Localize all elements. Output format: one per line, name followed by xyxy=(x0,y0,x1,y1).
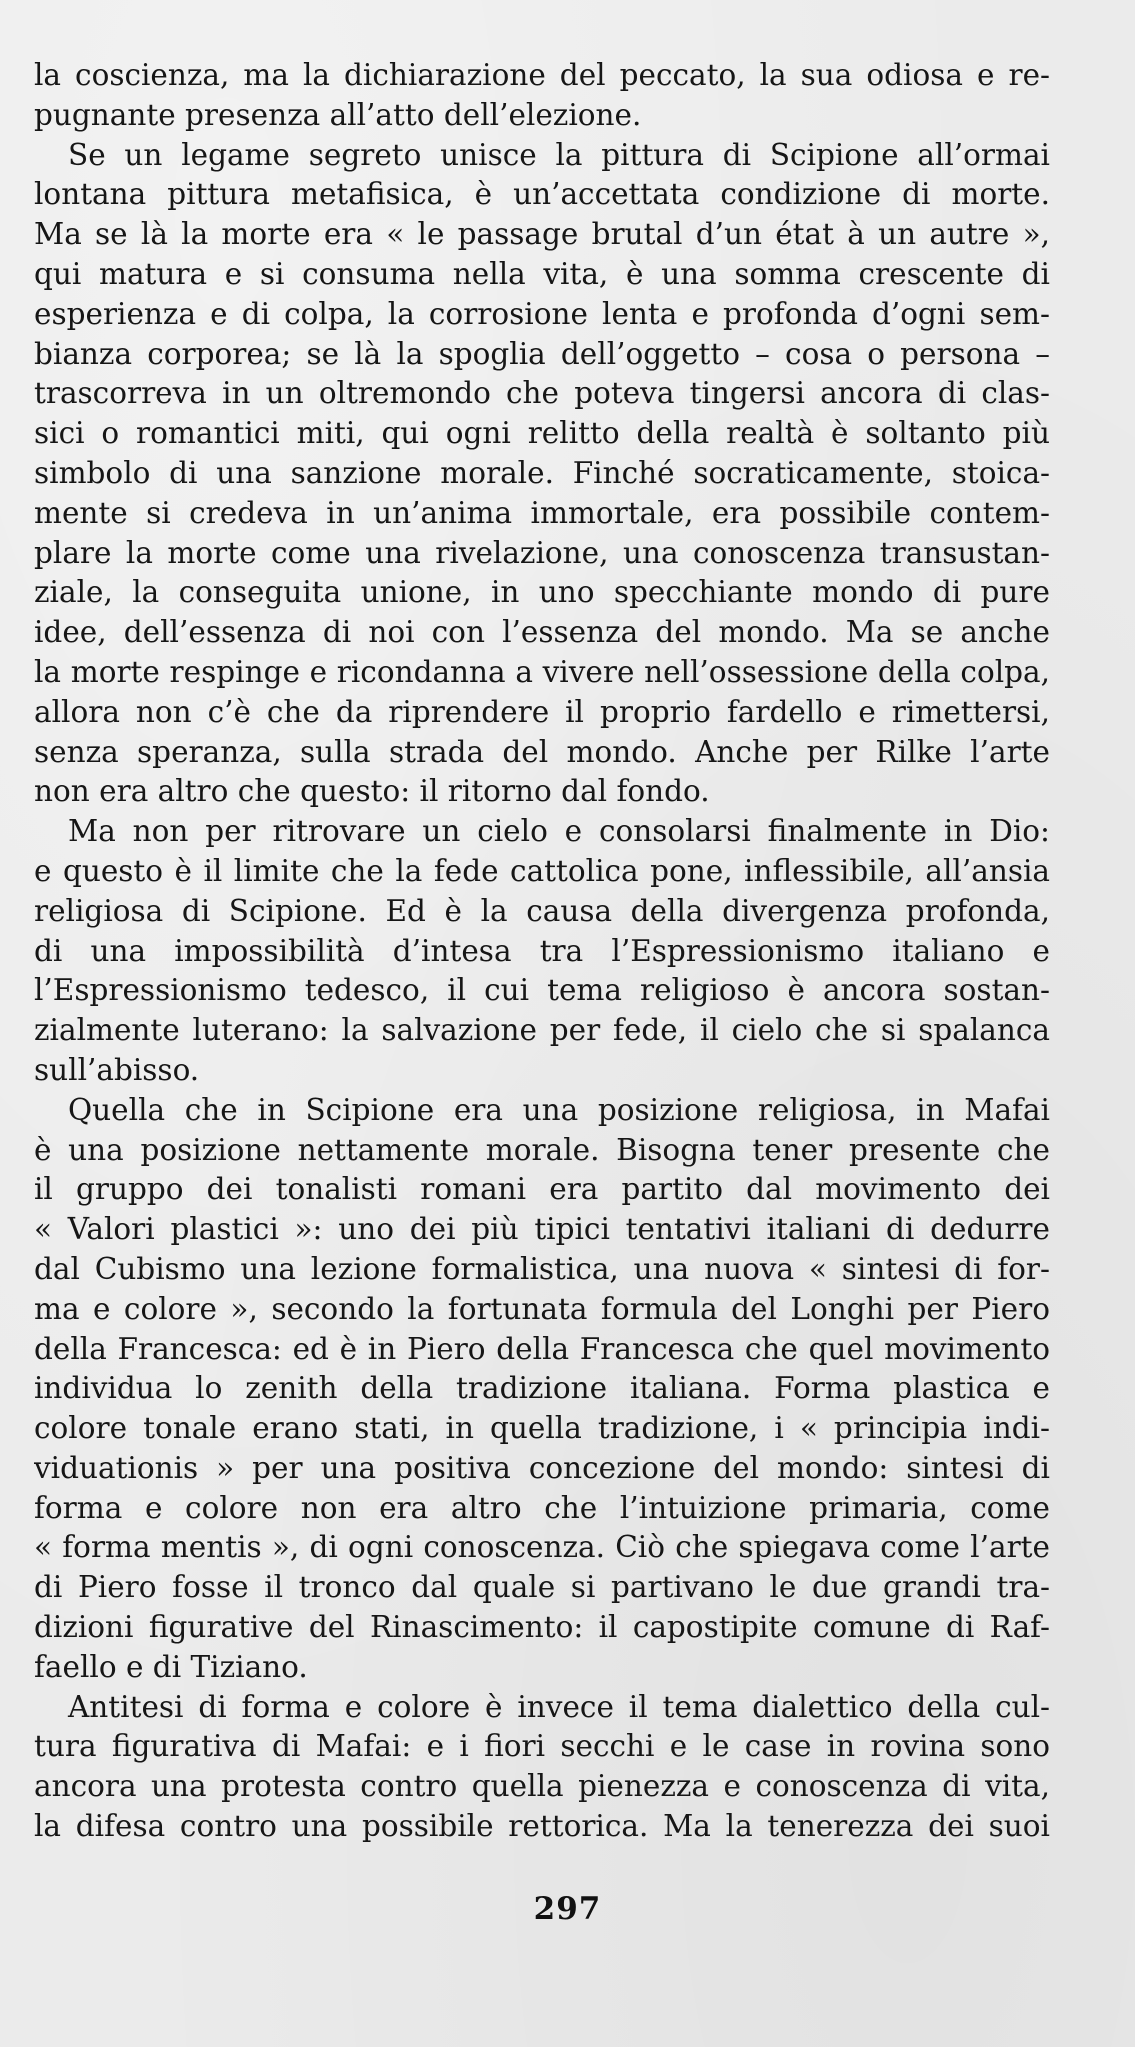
text-line: faello e di Tiziano. xyxy=(34,1649,308,1684)
text-line: idee, dell’essenza di noi con l’essenza del mondo. Ma se anche xyxy=(34,615,1050,650)
text-line: bianza corporea; se là la spoglia dell’oggetto – cosa o persona – xyxy=(34,336,1050,371)
text-line: Antitesi di forma e colore è invece il tema dialettico della cul- xyxy=(68,1689,1050,1724)
text-line: religiosa di Scipione. Ed è la causa della divergenza profonda, xyxy=(34,893,1050,928)
text-line: viduationis » per una positiva concezione del mondo: sintesi di xyxy=(34,1450,1050,1485)
text-line: ma e colore », secondo la fortunata formula del Longhi per Piero xyxy=(34,1291,1050,1326)
text-line: colore tonale erano stati, in quella tradizione, i « principia indi- xyxy=(34,1411,1050,1446)
text-line: di Piero fosse il tronco dal quale si partivano le due grandi tra- xyxy=(34,1570,1050,1605)
body-text xyxy=(34,56,1050,1847)
page-number: 297 xyxy=(533,1891,602,1927)
text-line: forma e colore non era altro che l’intuizione primaria, come xyxy=(34,1490,1050,1525)
text-line: Ma non per ritrovare un cielo e consolarsi finalmente in Dio: xyxy=(68,814,1050,849)
text-line: esperienza e di colpa, la corrosione lenta e profonda d’ogni sem- xyxy=(34,296,1050,331)
text-line: ancora una protesta contro quella pienezza e conoscenza di vita, xyxy=(34,1769,1050,1804)
text-line: allora non c’è che da riprendere il proprio fardello e rimettersi, xyxy=(34,694,1050,729)
text-line: Se un legame segreto unisce la pittura di Scipione all’ormai xyxy=(68,137,1050,172)
text-line: mente si credeva in un’anima immortale, era possibile contem- xyxy=(34,495,1050,530)
text-line: di una impossibilità d’intesa tra l’Espressionismo italiano e xyxy=(34,933,1050,968)
text-line: la difesa contro una possibile rettorica. Ma la tenerezza dei suoi xyxy=(34,1809,1050,1844)
text-line: dizioni figurative del Rinascimento: il capostipite comune di Raf- xyxy=(34,1610,1050,1645)
text-line: ziale, la conseguita unione, in uno specchiante mondo di pure xyxy=(34,575,1050,610)
text-line: sull’abisso. xyxy=(34,1052,200,1087)
text-line: zialmente luterano: la salvazione per fede, il cielo che si spalanca xyxy=(34,1013,1050,1048)
text-line: « forma mentis », di ogni conoscenza. Ciò che spiegava come l’arte xyxy=(34,1530,1050,1565)
text-line: è una posizione nettamente morale. Bisogna tener presente che xyxy=(34,1132,1050,1167)
text-line: della Francesca: ed è in Piero della Francesca che quel movimento xyxy=(34,1331,1050,1366)
text-line: plare la morte come una rivelazione, una conoscenza transustan- xyxy=(34,535,1050,570)
text-line: lontana pittura metafisica, è un’accettata condizione di morte. xyxy=(34,177,1050,212)
text-line: tura figurativa di Mafai: e i fiori secchi e le case in rovina sono xyxy=(34,1729,1050,1764)
text-line: « Valori plastici »: uno dei più tipici tentativi italiani di dedurre xyxy=(34,1212,1050,1247)
text-line: pugnante presenza all’atto dell’elezione. xyxy=(34,97,642,132)
text-line: il gruppo dei tonalisti romani era partito dal movimento dei xyxy=(34,1172,1050,1207)
text-line: non era altro che questo: il ritorno dal fondo. xyxy=(34,774,710,809)
text-line: sici o romantici miti, qui ogni relitto della realtà è soltanto più xyxy=(34,416,1050,451)
text-line: individua lo zenith della tradizione italiana. Forma plastica e xyxy=(34,1371,1050,1406)
text-line: senza speranza, sulla strada del mondo. Anche per Rilke l’arte xyxy=(34,734,1050,769)
text-line: e questo è il limite che la fede cattolica pone, inflessibile, all’ansia xyxy=(34,853,1050,888)
text-line: qui matura e si consuma nella vita, è una somma crescente di xyxy=(34,256,1050,291)
text-line: l’Espressionismo tedesco, il cui tema religioso è ancora sostan- xyxy=(34,973,1050,1008)
text-line: trascorreva in un oltremondo che poteva tingersi ancora di clas- xyxy=(34,376,1050,411)
text-line: la morte respinge e ricondanna a vivere nell’ossessione della colpa, xyxy=(34,654,1050,689)
text-line: simbolo di una sanzione morale. Finché socraticamente, stoica- xyxy=(34,455,1050,490)
text-line: Ma se là la morte era « le passage brutal d’un état à un autre », xyxy=(34,217,1050,252)
text-line: Quella che in Scipione era una posizione religiosa, in Mafai xyxy=(68,1092,1050,1127)
text-line: la coscienza, ma la dichiarazione del peccato, la sua odiosa e re- xyxy=(34,58,1050,92)
text-line: dal Cubismo una lezione formalistica, una nuova « sintesi di for- xyxy=(34,1251,1050,1286)
